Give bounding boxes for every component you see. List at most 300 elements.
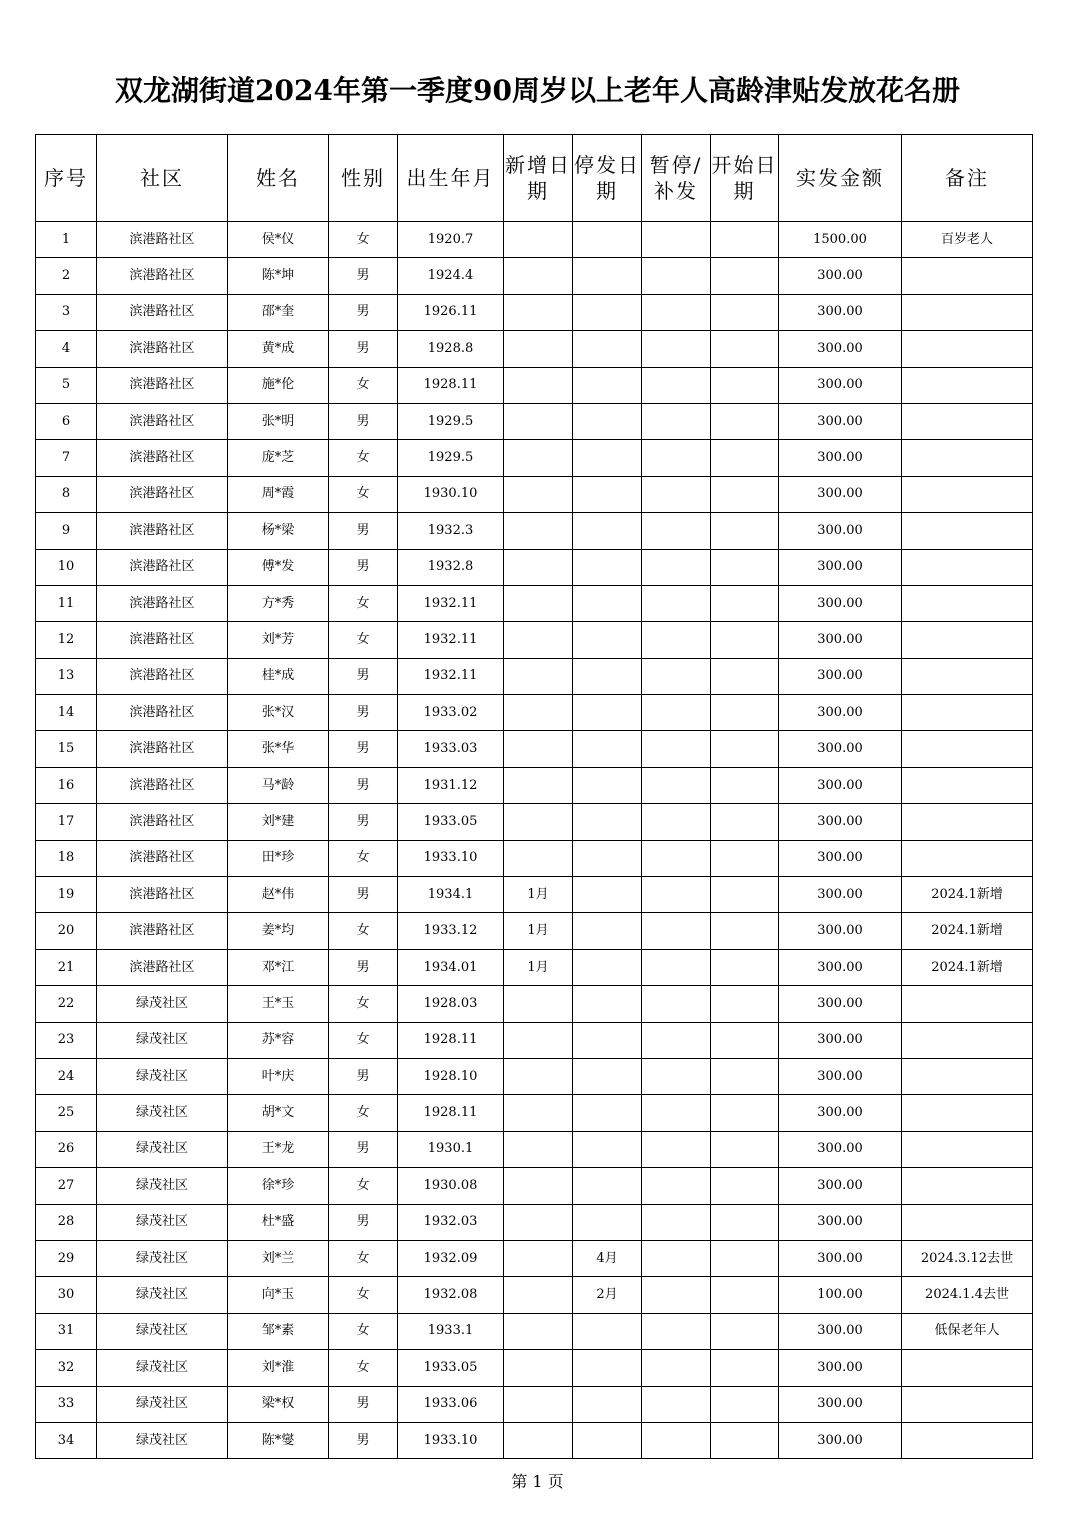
cell-seq: 22 bbox=[36, 986, 97, 1022]
cell-stop-date bbox=[573, 767, 642, 803]
cell-start-date bbox=[711, 294, 779, 330]
cell-seq: 19 bbox=[36, 877, 97, 913]
cell-new-date bbox=[504, 440, 573, 476]
cell-remark bbox=[902, 840, 1033, 876]
cell-remark bbox=[902, 1095, 1033, 1131]
cell-new-date bbox=[504, 767, 573, 803]
cell-start-date bbox=[711, 367, 779, 403]
cell-name: 傅*发 bbox=[228, 549, 329, 585]
cell-seq: 31 bbox=[36, 1313, 97, 1349]
cell-community: 滨港路社区 bbox=[97, 476, 228, 512]
cell-stop-date bbox=[573, 986, 642, 1022]
cell-pause-resume bbox=[642, 1058, 711, 1094]
cell-remark bbox=[902, 658, 1033, 694]
cell-gender: 男 bbox=[329, 403, 398, 439]
cell-pause-resume bbox=[642, 1422, 711, 1458]
cell-remark bbox=[902, 1422, 1033, 1458]
cell-remark bbox=[902, 695, 1033, 731]
cell-community: 滨港路社区 bbox=[97, 877, 228, 913]
cell-new-date bbox=[504, 1277, 573, 1313]
table-row bbox=[36, 622, 1033, 658]
cell-name: 庞*芝 bbox=[228, 440, 329, 476]
cell-pause-resume bbox=[642, 440, 711, 476]
cell-new-date bbox=[504, 986, 573, 1022]
cell-new-date bbox=[504, 1422, 573, 1458]
table-row bbox=[36, 1168, 1033, 1204]
table-row bbox=[36, 986, 1033, 1022]
cell-amount: 300.00 bbox=[779, 476, 902, 512]
cell-seq: 5 bbox=[36, 367, 97, 403]
cell-community: 滨港路社区 bbox=[97, 695, 228, 731]
cell-birth: 1929.5 bbox=[398, 440, 504, 476]
cell-seq: 2 bbox=[36, 258, 97, 294]
cell-start-date bbox=[711, 1168, 779, 1204]
cell-seq: 15 bbox=[36, 731, 97, 767]
cell-pause-resume bbox=[642, 949, 711, 985]
cell-new-date bbox=[504, 367, 573, 403]
cell-name: 苏*容 bbox=[228, 1022, 329, 1058]
cell-start-date bbox=[711, 549, 779, 585]
cell-name: 赵*伟 bbox=[228, 877, 329, 913]
table-row bbox=[36, 1131, 1033, 1167]
cell-gender: 男 bbox=[329, 294, 398, 330]
cell-remark: 2024.1新增 bbox=[902, 877, 1033, 913]
cell-community: 滨港路社区 bbox=[97, 622, 228, 658]
cell-birth: 1932.09 bbox=[398, 1240, 504, 1276]
cell-stop-date bbox=[573, 403, 642, 439]
cell-new-date bbox=[504, 622, 573, 658]
cell-start-date bbox=[711, 1277, 779, 1313]
cell-seq: 20 bbox=[36, 913, 97, 949]
cell-new-date: 1月 bbox=[504, 913, 573, 949]
cell-birth: 1933.10 bbox=[398, 1422, 504, 1458]
column-header-name: 姓名 bbox=[228, 135, 329, 222]
cell-birth: 1924.4 bbox=[398, 258, 504, 294]
cell-pause-resume bbox=[642, 1168, 711, 1204]
cell-amount: 300.00 bbox=[779, 1022, 902, 1058]
cell-stop-date bbox=[573, 258, 642, 294]
cell-start-date bbox=[711, 1131, 779, 1167]
table-row bbox=[36, 949, 1033, 985]
cell-name: 陈*坤 bbox=[228, 258, 329, 294]
column-header-pause-resume: 暂停/补发 bbox=[642, 135, 711, 222]
cell-stop-date bbox=[573, 804, 642, 840]
cell-community: 滨港路社区 bbox=[97, 258, 228, 294]
cell-amount: 300.00 bbox=[779, 513, 902, 549]
cell-gender: 男 bbox=[329, 1058, 398, 1094]
cell-birth: 1933.06 bbox=[398, 1386, 504, 1422]
table-row bbox=[36, 367, 1033, 403]
cell-start-date bbox=[711, 1422, 779, 1458]
column-header-seq: 序号 bbox=[36, 135, 97, 222]
cell-name: 邓*江 bbox=[228, 949, 329, 985]
cell-pause-resume bbox=[642, 331, 711, 367]
cell-remark bbox=[902, 585, 1033, 621]
cell-gender: 女 bbox=[329, 1095, 398, 1131]
cell-seq: 24 bbox=[36, 1058, 97, 1094]
cell-pause-resume bbox=[642, 804, 711, 840]
cell-seq: 27 bbox=[36, 1168, 97, 1204]
table-row bbox=[36, 804, 1033, 840]
cell-start-date bbox=[711, 913, 779, 949]
cell-remark: 低保老年人 bbox=[902, 1313, 1033, 1349]
cell-remark bbox=[902, 1350, 1033, 1386]
table-row bbox=[36, 294, 1033, 330]
cell-gender: 女 bbox=[329, 986, 398, 1022]
cell-birth: 1933.02 bbox=[398, 695, 504, 731]
cell-start-date bbox=[711, 1095, 779, 1131]
cell-amount: 300.00 bbox=[779, 840, 902, 876]
cell-stop-date bbox=[573, 658, 642, 694]
cell-stop-date bbox=[573, 585, 642, 621]
cell-new-date bbox=[504, 1313, 573, 1349]
cell-amount: 300.00 bbox=[779, 1168, 902, 1204]
cell-new-date bbox=[504, 804, 573, 840]
cell-gender: 男 bbox=[329, 549, 398, 585]
cell-amount: 300.00 bbox=[779, 767, 902, 803]
cell-community: 绿茂社区 bbox=[97, 1313, 228, 1349]
cell-pause-resume bbox=[642, 222, 711, 258]
table-row bbox=[36, 1386, 1033, 1422]
cell-amount: 300.00 bbox=[779, 622, 902, 658]
cell-gender: 男 bbox=[329, 1386, 398, 1422]
subsidy-roster-table bbox=[35, 134, 1033, 1459]
cell-amount: 300.00 bbox=[779, 731, 902, 767]
cell-pause-resume bbox=[642, 258, 711, 294]
cell-pause-resume bbox=[642, 767, 711, 803]
cell-remark bbox=[902, 767, 1033, 803]
cell-gender: 女 bbox=[329, 1350, 398, 1386]
cell-new-date bbox=[504, 1022, 573, 1058]
cell-pause-resume bbox=[642, 1386, 711, 1422]
column-header-community: 社区 bbox=[97, 135, 228, 222]
cell-pause-resume bbox=[642, 1022, 711, 1058]
cell-stop-date bbox=[573, 840, 642, 876]
cell-stop-date bbox=[573, 367, 642, 403]
table-body bbox=[36, 222, 1033, 1459]
cell-new-date bbox=[504, 222, 573, 258]
cell-pause-resume bbox=[642, 622, 711, 658]
cell-stop-date bbox=[573, 1204, 642, 1240]
cell-pause-resume bbox=[642, 1277, 711, 1313]
cell-stop-date bbox=[573, 913, 642, 949]
cell-name: 张*华 bbox=[228, 731, 329, 767]
cell-name: 邵*奎 bbox=[228, 294, 329, 330]
cell-amount: 300.00 bbox=[779, 1204, 902, 1240]
cell-remark bbox=[902, 1386, 1033, 1422]
table-row bbox=[36, 513, 1033, 549]
cell-new-date bbox=[504, 658, 573, 694]
cell-gender: 男 bbox=[329, 513, 398, 549]
cell-community: 绿茂社区 bbox=[97, 1277, 228, 1313]
cell-community: 绿茂社区 bbox=[97, 1240, 228, 1276]
cell-gender: 女 bbox=[329, 1240, 398, 1276]
cell-amount: 300.00 bbox=[779, 1313, 902, 1349]
cell-gender: 男 bbox=[329, 767, 398, 803]
cell-community: 滨港路社区 bbox=[97, 440, 228, 476]
cell-birth: 1928.10 bbox=[398, 1058, 504, 1094]
cell-stop-date bbox=[573, 1095, 642, 1131]
cell-community: 滨港路社区 bbox=[97, 767, 228, 803]
cell-stop-date bbox=[573, 1058, 642, 1094]
cell-pause-resume bbox=[642, 1095, 711, 1131]
cell-start-date bbox=[711, 585, 779, 621]
table-row bbox=[36, 549, 1033, 585]
table-header bbox=[36, 135, 1033, 222]
cell-start-date bbox=[711, 1058, 779, 1094]
cell-name: 陈*燮 bbox=[228, 1422, 329, 1458]
cell-remark: 百岁老人 bbox=[902, 222, 1033, 258]
cell-start-date bbox=[711, 258, 779, 294]
cell-name: 刘*芳 bbox=[228, 622, 329, 658]
cell-pause-resume bbox=[642, 731, 711, 767]
cell-seq: 18 bbox=[36, 840, 97, 876]
cell-amount: 300.00 bbox=[779, 403, 902, 439]
cell-gender: 男 bbox=[329, 1204, 398, 1240]
cell-birth: 1933.1 bbox=[398, 1313, 504, 1349]
cell-community: 滨港路社区 bbox=[97, 367, 228, 403]
cell-birth: 1931.12 bbox=[398, 767, 504, 803]
table-row bbox=[36, 440, 1033, 476]
table-row bbox=[36, 658, 1033, 694]
table-row bbox=[36, 1058, 1033, 1094]
cell-community: 绿茂社区 bbox=[97, 1204, 228, 1240]
cell-community: 绿茂社区 bbox=[97, 1131, 228, 1167]
table-row bbox=[36, 877, 1033, 913]
cell-start-date bbox=[711, 1386, 779, 1422]
cell-amount: 300.00 bbox=[779, 585, 902, 621]
cell-community: 滨港路社区 bbox=[97, 804, 228, 840]
cell-gender: 男 bbox=[329, 877, 398, 913]
cell-new-date bbox=[504, 1350, 573, 1386]
cell-pause-resume bbox=[642, 403, 711, 439]
cell-seq: 23 bbox=[36, 1022, 97, 1058]
cell-stop-date bbox=[573, 1168, 642, 1204]
cell-gender: 女 bbox=[329, 1168, 398, 1204]
cell-name: 胡*文 bbox=[228, 1095, 329, 1131]
cell-community: 滨港路社区 bbox=[97, 222, 228, 258]
cell-birth: 1928.8 bbox=[398, 331, 504, 367]
cell-gender: 女 bbox=[329, 476, 398, 512]
cell-amount: 300.00 bbox=[779, 367, 902, 403]
cell-pause-resume bbox=[642, 840, 711, 876]
cell-new-date bbox=[504, 258, 573, 294]
cell-amount: 300.00 bbox=[779, 949, 902, 985]
cell-start-date bbox=[711, 1240, 779, 1276]
cell-pause-resume bbox=[642, 294, 711, 330]
cell-gender: 男 bbox=[329, 331, 398, 367]
cell-name: 王*龙 bbox=[228, 1131, 329, 1167]
cell-stop-date bbox=[573, 1422, 642, 1458]
cell-start-date bbox=[711, 476, 779, 512]
cell-name: 向*玉 bbox=[228, 1277, 329, 1313]
cell-new-date bbox=[504, 695, 573, 731]
cell-remark bbox=[902, 622, 1033, 658]
cell-stop-date bbox=[573, 476, 642, 512]
cell-gender: 女 bbox=[329, 1277, 398, 1313]
cell-seq: 14 bbox=[36, 695, 97, 731]
cell-remark bbox=[902, 403, 1033, 439]
cell-community: 绿茂社区 bbox=[97, 1422, 228, 1458]
cell-community: 滨港路社区 bbox=[97, 549, 228, 585]
header-row bbox=[36, 135, 1033, 222]
cell-new-date bbox=[504, 840, 573, 876]
page-number: 第 1 页 bbox=[511, 1472, 564, 1491]
cell-new-date: 1月 bbox=[504, 949, 573, 985]
cell-seq: 28 bbox=[36, 1204, 97, 1240]
cell-remark bbox=[902, 258, 1033, 294]
cell-amount: 300.00 bbox=[779, 1058, 902, 1094]
cell-seq: 30 bbox=[36, 1277, 97, 1313]
cell-pause-resume bbox=[642, 1350, 711, 1386]
cell-new-date bbox=[504, 585, 573, 621]
table-row bbox=[36, 1022, 1033, 1058]
cell-new-date bbox=[504, 331, 573, 367]
cell-birth: 1933.12 bbox=[398, 913, 504, 949]
cell-community: 滨港路社区 bbox=[97, 731, 228, 767]
cell-new-date bbox=[504, 1168, 573, 1204]
cell-stop-date bbox=[573, 513, 642, 549]
cell-stop-date bbox=[573, 222, 642, 258]
cell-stop-date bbox=[573, 622, 642, 658]
cell-community: 滨港路社区 bbox=[97, 403, 228, 439]
cell-seq: 11 bbox=[36, 585, 97, 621]
cell-stop-date bbox=[573, 549, 642, 585]
cell-amount: 300.00 bbox=[779, 258, 902, 294]
cell-community: 滨港路社区 bbox=[97, 658, 228, 694]
cell-new-date bbox=[504, 731, 573, 767]
cell-seq: 25 bbox=[36, 1095, 97, 1131]
cell-new-date bbox=[504, 294, 573, 330]
cell-community: 绿茂社区 bbox=[97, 986, 228, 1022]
cell-start-date bbox=[711, 731, 779, 767]
cell-stop-date bbox=[573, 1022, 642, 1058]
cell-remark bbox=[902, 331, 1033, 367]
cell-amount: 300.00 bbox=[779, 1422, 902, 1458]
column-header-amount: 实发金额 bbox=[779, 135, 902, 222]
cell-community: 绿茂社区 bbox=[97, 1386, 228, 1422]
cell-pause-resume bbox=[642, 1313, 711, 1349]
cell-seq: 1 bbox=[36, 222, 97, 258]
cell-amount: 300.00 bbox=[779, 331, 902, 367]
cell-community: 绿茂社区 bbox=[97, 1022, 228, 1058]
document-title: 双龙湖街道2024年第一季度90周岁以上老年人高龄津贴发放花名册 bbox=[115, 74, 960, 107]
cell-name: 梁*权 bbox=[228, 1386, 329, 1422]
cell-remark: 2024.1新增 bbox=[902, 913, 1033, 949]
table-row bbox=[36, 1422, 1033, 1458]
cell-new-date bbox=[504, 513, 573, 549]
cell-new-date bbox=[504, 1240, 573, 1276]
table-row bbox=[36, 1095, 1033, 1131]
cell-name: 马*龄 bbox=[228, 767, 329, 803]
cell-pause-resume bbox=[642, 658, 711, 694]
cell-remark: 2024.3.12去世 bbox=[902, 1240, 1033, 1276]
cell-stop-date bbox=[573, 877, 642, 913]
cell-name: 王*玉 bbox=[228, 986, 329, 1022]
cell-seq: 3 bbox=[36, 294, 97, 330]
cell-pause-resume bbox=[642, 986, 711, 1022]
table-row bbox=[36, 1204, 1033, 1240]
cell-name: 周*霞 bbox=[228, 476, 329, 512]
cell-stop-date bbox=[573, 695, 642, 731]
cell-birth: 1928.11 bbox=[398, 1095, 504, 1131]
table-row bbox=[36, 1240, 1033, 1276]
cell-seq: 29 bbox=[36, 1240, 97, 1276]
table-row bbox=[36, 222, 1033, 258]
cell-remark bbox=[902, 549, 1033, 585]
cell-remark bbox=[902, 731, 1033, 767]
cell-start-date bbox=[711, 513, 779, 549]
cell-new-date bbox=[504, 1386, 573, 1422]
cell-remark bbox=[902, 1168, 1033, 1204]
cell-gender: 男 bbox=[329, 731, 398, 767]
cell-pause-resume bbox=[642, 549, 711, 585]
cell-community: 滨港路社区 bbox=[97, 513, 228, 549]
cell-remark bbox=[902, 1204, 1033, 1240]
table-row bbox=[36, 1277, 1033, 1313]
cell-name: 黄*成 bbox=[228, 331, 329, 367]
cell-start-date bbox=[711, 804, 779, 840]
cell-stop-date: 4月 bbox=[573, 1240, 642, 1276]
table-row bbox=[36, 1313, 1033, 1349]
cell-seq: 26 bbox=[36, 1131, 97, 1167]
cell-community: 滨港路社区 bbox=[97, 331, 228, 367]
cell-name: 方*秀 bbox=[228, 585, 329, 621]
cell-amount: 300.00 bbox=[779, 1386, 902, 1422]
cell-pause-resume bbox=[642, 877, 711, 913]
cell-stop-date bbox=[573, 1386, 642, 1422]
cell-seq: 8 bbox=[36, 476, 97, 512]
cell-start-date bbox=[711, 877, 779, 913]
cell-gender: 女 bbox=[329, 585, 398, 621]
cell-new-date bbox=[504, 1131, 573, 1167]
cell-seq: 33 bbox=[36, 1386, 97, 1422]
cell-stop-date bbox=[573, 331, 642, 367]
cell-remark bbox=[902, 513, 1033, 549]
cell-start-date bbox=[711, 1022, 779, 1058]
cell-pause-resume bbox=[642, 1240, 711, 1276]
table-row bbox=[36, 258, 1033, 294]
cell-stop-date: 2月 bbox=[573, 1277, 642, 1313]
cell-seq: 12 bbox=[36, 622, 97, 658]
table-row bbox=[36, 1350, 1033, 1386]
cell-amount: 300.00 bbox=[779, 1350, 902, 1386]
cell-amount: 300.00 bbox=[779, 658, 902, 694]
cell-pause-resume bbox=[642, 476, 711, 512]
cell-remark bbox=[902, 476, 1033, 512]
cell-remark bbox=[902, 986, 1033, 1022]
table-row bbox=[36, 585, 1033, 621]
cell-seq: 9 bbox=[36, 513, 97, 549]
cell-name: 施*伦 bbox=[228, 367, 329, 403]
cell-start-date bbox=[711, 1313, 779, 1349]
cell-seq: 6 bbox=[36, 403, 97, 439]
cell-community: 绿茂社区 bbox=[97, 1350, 228, 1386]
cell-gender: 男 bbox=[329, 695, 398, 731]
column-header-new-date: 新增日期 bbox=[504, 135, 573, 222]
cell-start-date bbox=[711, 1350, 779, 1386]
cell-birth: 1929.5 bbox=[398, 403, 504, 439]
cell-seq: 32 bbox=[36, 1350, 97, 1386]
cell-birth: 1933.05 bbox=[398, 804, 504, 840]
cell-start-date bbox=[711, 331, 779, 367]
cell-stop-date bbox=[573, 1350, 642, 1386]
cell-remark bbox=[902, 440, 1033, 476]
cell-birth: 1932.08 bbox=[398, 1277, 504, 1313]
cell-pause-resume bbox=[642, 513, 711, 549]
column-header-stop-date: 停发日期 bbox=[573, 135, 642, 222]
cell-birth: 1933.03 bbox=[398, 731, 504, 767]
